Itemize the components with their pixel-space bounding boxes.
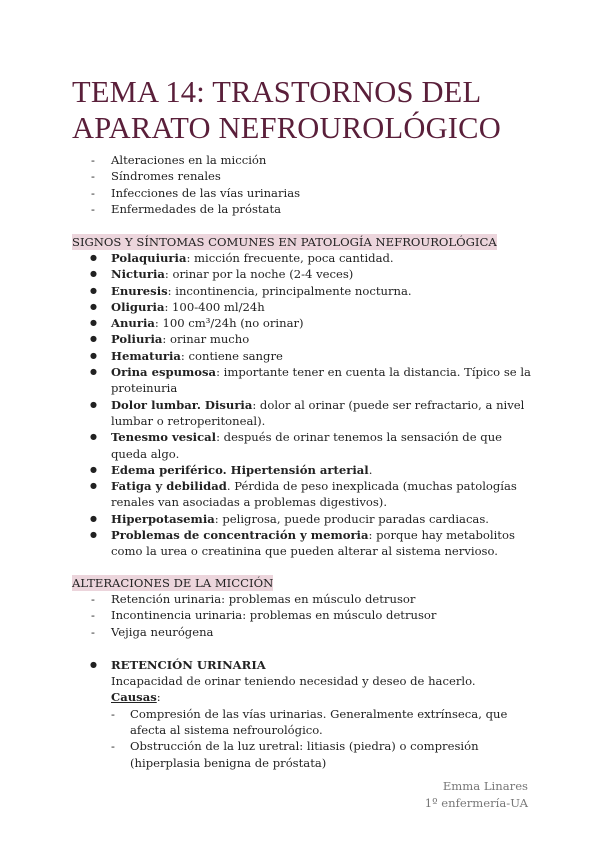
symptom-term: Edema periférico. Hipertensión arterial: [111, 462, 369, 477]
symptom-item: [72, 299, 532, 315]
list-item: - Incontinencia urinaria: problemas en músculo detrusor: [72, 607, 532, 623]
retention-title: RETENCIÓN URINARIA: [111, 657, 266, 672]
symptom-description: : orinar por la noche (2-4 veces): [164, 267, 354, 282]
colon: :: [156, 690, 161, 705]
section-signs: [72, 234, 532, 560]
symptom-term: Fatiga y debilidad: [111, 479, 227, 494]
symptom-item: [72, 348, 532, 364]
symptom-description: . Pérdida de peso inexplicada (muchas patologías renales van asociadas a problemas digestivos).: [111, 479, 517, 510]
intro-list: [72, 152, 532, 217]
section-heading: SIGNOS Y SÍNTOMAS COMUNES EN PATOLOGÍA NEFROUROLÓGICA: [72, 235, 497, 249]
symptom-description: .: [368, 462, 373, 477]
symptom-item: [72, 478, 532, 511]
symptom-term: Hematuria: [111, 348, 181, 363]
symptom-term: Tenesmo vesical: [111, 430, 217, 445]
symptom-term: Orina espumosa: [111, 365, 217, 380]
list-item: - Síndromes renales: [72, 168, 532, 184]
list-item: [72, 657, 532, 706]
symptom-item: [72, 364, 532, 397]
course: 1º enfermería-UA: [424, 796, 528, 810]
symptom-description: : porque hay metabolitos como la urea o creatinina que pueden alterar al sistema nervioso.: [111, 528, 515, 559]
symptom-description: : incontinencia, principalmente nocturna.: [167, 283, 412, 298]
footer: [425, 778, 528, 812]
symptom-description: : orinar mucho: [162, 332, 250, 347]
section-micturition: [72, 575, 532, 771]
symptom-description: : 100 cm³/24h (no orinar): [154, 316, 304, 331]
symptom-term: Polaquiuria: [111, 251, 187, 265]
retention-block: [72, 657, 532, 706]
causes-list: [72, 706, 537, 771]
symptom-item: [72, 315, 532, 331]
symptom-item: [72, 283, 532, 299]
title-line: APARATO NEFROUROLÓGICO: [72, 111, 501, 145]
symptom-item: [72, 511, 532, 527]
symptom-term: Nicturia: [111, 267, 165, 282]
symptom-description: : después de orinar tenemos la sensación de que queda algo.: [111, 430, 503, 461]
symptom-term: Problemas de concentración y memoria: [111, 528, 369, 543]
symptom-term: Enuresis: [111, 283, 168, 298]
symptom-item: [72, 331, 532, 347]
list-item: - Compresión de las vías urinarias. Generalmente extrínseca, que afecta al sistema nefrourológico.: [72, 706, 537, 739]
symptom-term: Hiperpotasemia: [111, 511, 215, 526]
symptom-description: : dolor al orinar (puede ser refractario, a nivel lumbar o retroperitoneal).: [111, 397, 525, 428]
list-item: - Infecciones de las vías urinarias: [72, 185, 532, 201]
list-item: - Alteraciones en la micción: [72, 152, 532, 168]
title-line: TEMA 14: TRASTORNOS DEL: [72, 75, 482, 109]
symptom-list: [72, 250, 532, 560]
list-item: - Vejiga neurógena: [72, 624, 532, 640]
symptom-item: [72, 397, 532, 430]
symptom-item: [72, 429, 532, 462]
symptom-item: [72, 266, 532, 282]
list-item: - Enfermedades de la próstata: [72, 201, 532, 217]
alteration-list: [72, 591, 532, 640]
symptom-description: : 100-400 ml/24h: [164, 299, 265, 314]
list-item: - Obstrucción de la luz uretral: litiasis (piedra) o compresión (hiperplasia benigna de próstata): [72, 738, 537, 771]
symptom-description: : contiene sangre: [180, 348, 283, 363]
intro-list-block: [72, 152, 532, 217]
page-title: [72, 74, 552, 146]
symptom-item: [72, 250, 532, 266]
symptom-description: : peligrosa, puede producir paradas cardiacas.: [214, 511, 489, 526]
symptom-description: : importante tener en cuenta la distancia. Típico se la proteinuria: [111, 365, 531, 396]
symptom-term: Poliuria: [111, 332, 163, 347]
retention-definition: Incapacidad de orinar teniendo necesidad y deseo de hacerlo.: [111, 674, 476, 689]
symptom-term: Oliguria: [111, 299, 165, 314]
list-item: - Retención urinaria: problemas en músculo detrusor: [72, 591, 532, 607]
section-heading: ALTERACIONES DE LA MICCIÓN: [72, 576, 274, 590]
causes-label: Causas: [111, 690, 157, 705]
symptom-item: [72, 527, 532, 560]
symptom-description: : micción frecuente, poca cantidad.: [186, 251, 394, 265]
symptom-term: Dolor lumbar. Disuria: [111, 397, 253, 412]
symptom-term: Anuria: [111, 316, 155, 331]
symptom-item: [72, 462, 532, 478]
author: Emma Linares: [442, 779, 528, 793]
